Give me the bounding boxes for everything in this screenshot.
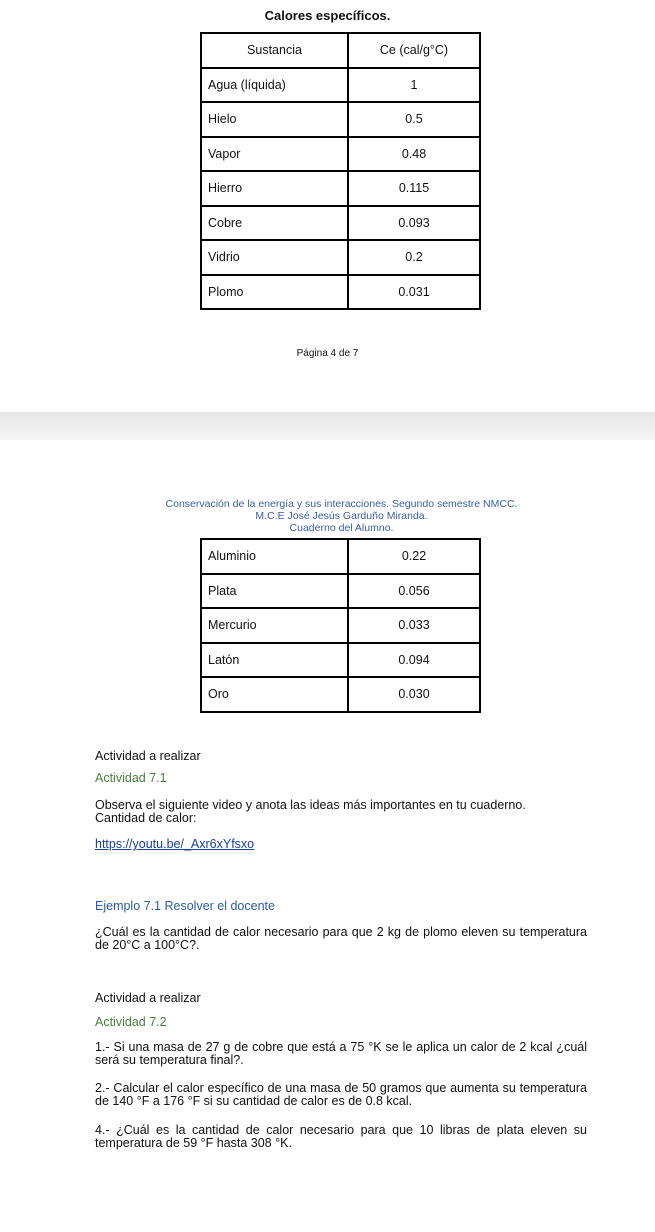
header-course-line: Conservación de la energía y sus interacciones. Segundo semestre NMCC. [165, 498, 518, 510]
substance-cell: Hierro [201, 171, 348, 206]
page-4 [0, 0, 655, 412]
substance-cell: Agua (líquida) [201, 68, 348, 103]
substance-cell: Vidrio [201, 240, 348, 275]
table-title: Calores específicos. [264, 8, 391, 23]
ce-cell: 0.115 [348, 171, 480, 206]
specific-heat-table [200, 32, 481, 310]
ce-cell: 0.5 [348, 102, 480, 137]
ce-cell: 0.033 [348, 608, 480, 643]
table-row [201, 643, 480, 678]
table-row [201, 608, 480, 643]
activity-heading: Actividad a realizar [95, 749, 201, 763]
table-row [201, 677, 480, 712]
specific-heat-table-continued [200, 538, 481, 713]
header-author-line: M.C.E José Jesús Garduño Miranda. [255, 510, 428, 522]
example-question: ¿Cuál es la cantidad de calor necesario para que 2 kg de plomo eleven su temperatura de 20°C a 100°C?. [95, 925, 587, 952]
table-row [201, 240, 480, 275]
ce-cell: 0.030 [348, 677, 480, 712]
ce-cell: 0.2 [348, 240, 480, 275]
page-number: Página 4 de 7 [296, 348, 359, 359]
substance-cell: Cobre [201, 206, 348, 241]
table-row [201, 102, 480, 137]
activity-label: Actividad 7.1 [95, 771, 167, 785]
question-1: 1.- Si una masa de 27 g de cobre que está a 75 °K se le aplica un calor de 2 kcal ¿cuál será su temperatura final?. [95, 1040, 587, 1067]
header-notebook-line: Cuaderno del Alumno. [289, 522, 394, 534]
substance-cell: Vapor [201, 137, 348, 172]
ce-cell: 0.093 [348, 206, 480, 241]
table-row [201, 206, 480, 241]
page-header [0, 498, 655, 534]
ce-cell: 0.48 [348, 137, 480, 172]
table-row [201, 137, 480, 172]
activity-topic: Cantidad de calor: [95, 811, 197, 825]
question-2: 2.- Calcular el calor específico de una masa de 50 gramos que aumenta su temperatura de 140 °F a 176 °F si su cantidad de calor es de 0.8 kcal. [95, 1081, 587, 1108]
substance-cell: Latón [201, 643, 348, 678]
page-separator [0, 412, 655, 440]
substance-cell: Aluminio [201, 539, 348, 574]
video-link[interactable]: https://youtu.be/_Axr6xYfsxo [95, 837, 255, 851]
example-label: Ejemplo 7.1 Resolver el docente [95, 899, 275, 913]
activity-heading-2: Actividad a realizar [95, 991, 201, 1005]
ce-cell: 0.031 [348, 275, 480, 310]
activity-label-2: Actividad 7.2 [95, 1015, 167, 1029]
substance-cell: Plata [201, 574, 348, 609]
column-header-ce: Ce (cal/g°C) [348, 33, 480, 68]
table-row [201, 539, 480, 574]
table-row [201, 574, 480, 609]
ce-cell: 1 [348, 68, 480, 103]
substance-cell: Mercurio [201, 608, 348, 643]
ce-cell: 0.22 [348, 539, 480, 574]
page-5 [0, 440, 655, 1232]
ce-cell: 0.094 [348, 643, 480, 678]
activity-instruction: Observa el siguiente video y anota las ideas más importantes en tu cuaderno. [95, 798, 526, 812]
table-row [201, 68, 480, 103]
table-row [201, 275, 480, 310]
question-4: 4.- ¿Cuál es la cantidad de calor necesario para que 10 libras de plata eleven su temperatura de 59 °F hasta 308 °K. [95, 1123, 587, 1150]
substance-cell: Oro [201, 677, 348, 712]
table-header-row [201, 33, 480, 68]
ce-cell: 0.056 [348, 574, 480, 609]
substance-cell: Hielo [201, 102, 348, 137]
column-header-substance: Sustancia [201, 33, 348, 68]
substance-cell: Plomo [201, 275, 348, 310]
table-row [201, 171, 480, 206]
